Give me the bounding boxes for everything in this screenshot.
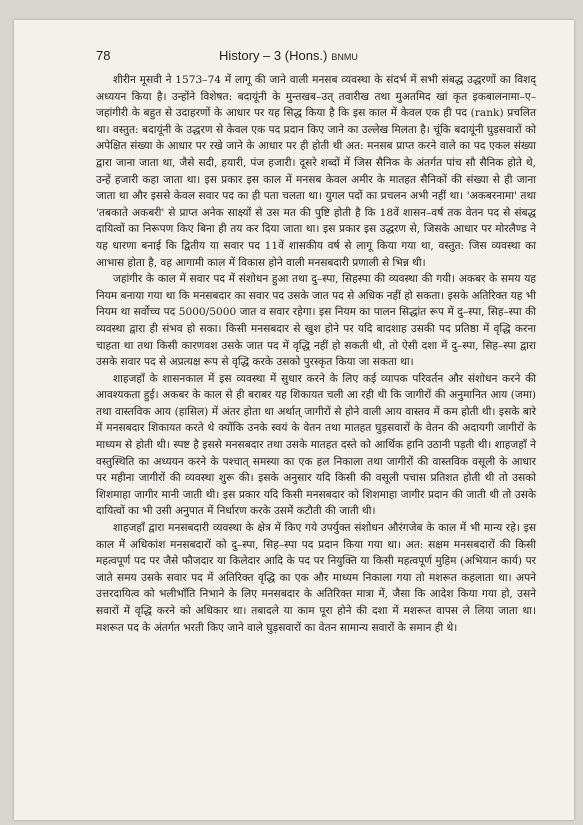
paragraph-4: शाहजहाँ द्वारा मनसबदारी व्यवस्था के क्षेत्र में किए गये उपर्युक्त संशोधन औरंगजेब के काल में भी मान्य रहे। इस काल में अधिकांश मनसबदारों को दु–स्पा, सिह–स्पा पद प्रदान किया गया था। अत: सक्षम मनसबदारों की किसी महत्वपूर्ण पद पर जैसे फौजदार या किलेदार आदि के पद पर नियुक्ति या किसी महत्वपूर्ण मुहिम (अभियान कार्य) पर जाते समय उसके सवार पद में अतिरिक्त वृद्धि का एक और माध्यम निकाला गया तो मशरूत कहलाता था। अपने उत्तरदायित्व को भलीभाँति निभाने के लिए मनसबदार के अतिरिक्त मात्रा में, जैसा कि आदेश किया गया हो, उसने सवारों में वृद्धि करने को अधिकार था। तबादले या काम पूरा होने की दशा में मशरूत वापस ले लिया जाता था। मशरूत पद के अंतर्गत भरती किए जाने वाले घुड़सवारों का वेतन सामान्य सवारों के समान ही थे। bbox=[96, 522, 536, 634]
running-head-university: BNMU bbox=[331, 52, 358, 62]
paragraph-1: शीरीन मूसवी ने 1573–74 में लागू की जाने वाली मनसब व्यवस्था के संदर्भ में सभी संबद्ध उद्धरणों का विशद् अध्ययन किया है। उन्होंने विशेषत: बदायूंनी के मुन्तखब–उत् तवारीख तथा मुअतमिद खां कृत इकबालनामा–ए–जहांगीरी के बहुत से उदाहरणों के आधार पर यह सिद्ध किया है कि इस काल में केवल एक ही पद (rank) प्रचलित था। वस्तुत: बदायूंनी के उद्धरण से केवल एक पद प्रदान किए जाने का उल्लेख मिलता है। चूंकि बदायूंनी घुड़सवारों को अपेक्षित संख्या के आधार पर रखे जाने के आधार पर ही होती थी अत: मनसब प्राप्त करने वाले का पद एकल संख्या द्वारा जाना जाता था, जैसे सदी, हयारी, पंज हजारी। दूसरे शब्दों में जिस सैनिक के अंतर्गत पांच सौ सैनिक होते थे, उन्हें हजारी कहा जाता था। इस प्रकार इस काल में मनसब केवल अमीर के मातहत सैनिकों की संख्या से ही जाना जाता था और इससे केवल सवार पद का ही पता चलता था। युगल पदों का प्रचलन अभी नहीं था। 'अकबरनामा' तथा 'तबकाते अकबरी' से प्राप्त अनेक साक्ष्यों से उस मत की पुष्टि होती है कि 18वें शासन–वर्ष तक वेतन पद से संबद्ध दायित्वों का निरूपण किए बिना ही तय कर दिया जाता था। इस प्रकार इस उद्धरण से, जिसके आधार पर मोरलैण्ड ने यह धारणा बनाई कि द्वितीय या सवार पद 11वें शासकीय वर्ष से लागू किया गया था, वस्तुत: जिस व्यवस्था का आभास होता है, वह आगामी काल में विकास होने वाली मनसबदारी प्रणाली से भिन्न थी। bbox=[96, 74, 536, 269]
page-number: 78 bbox=[96, 48, 111, 63]
body-text bbox=[96, 72, 536, 636]
running-head-title: History – 3 (Hons.) bbox=[219, 48, 328, 63]
running-head bbox=[219, 48, 358, 63]
document-page bbox=[14, 20, 574, 820]
paragraph-3: शाहजहाँ के शासनकाल में इस व्यवस्था में सुधार करने के लिए कई व्यापक परिवर्तन और संशोधन करने की आवश्यकता हुई। अकबर के काल से ही बराबर यह शिकायत चली आ रही थी कि जागीरों की अनुमानित आय (जमा) तथा वास्तविक आय (हासिल) में अंतर होता था अर्थात् जागीरों से होने वाली आय वास्तव में कम होती थी। इसके बारे में मनसबदार शिकायत करते थे क्योंकि उनके स्वयं के वेतन तथा मातहत घुड़सवारों के वेतन की अदायगी जागीरों के माध्यम से होती थी। स्पष्ट है इससे मनसबदार तथा उसके मातहत दस्ते को आर्थिक हानि उठानी पड़ती थी। शाहजहाँ ने वस्तुस्थिति का अध्ययन करने के पश्चात् समस्या का एक हल निकाला तथा जागीरों की वास्तविक वसूली के आधार पर महीना जागीरों की व्यवस्था शुरू की। इसके अनुसार यदि किसी की वसूली पचास प्रतिशत होती थी तो उसको शिशमाहा जागीर मानी जाती थी। इस प्रकार यदि किसी मनसबदार को शिशमाहा जागीर प्रदान की जाती थी तो उसके दायित्वों का भी उसी अनुपात में निर्धारण करके उसमें कटौती की जाती थी। bbox=[96, 372, 536, 518]
paragraph-2: जहांगीर के काल में सवार पद में संशोधन हुआ तथा दु–स्पा, सिहस्पा की व्यवस्था की गयी। अकबर के समय यह नियम बनाया गया था कि मनसबदार का सवार पद उसके जात पद से अधिक नहीं हो सकता। इसके अतिरिक्त यह भी नियम था सर्वोच्च पद 5000/5000 जात व सवार रहेगा। इस नियम का पालन सिद्धांत रूप में दु–स्पा, सिह–स्पा की व्यवस्था द्वारा ही संभव हो सका। किसी मनसबदार से खुश होने पर यदि बादशाह उसकी पद प्रतिष्ठा में वृद्धि करना चाहता था तथा किसी कारणवश उसके जात पद में वृद्धि नहीं हो सकती थी, तो ऐसी दशा में दु–स्पा, सिह–स्पा द्वारा उसके सवार पद से अप्रत्यक्ष रूप से वृद्धि करके उसको पुरस्कृत किया जा सकता था। bbox=[96, 273, 536, 369]
page-header bbox=[14, 28, 574, 63]
